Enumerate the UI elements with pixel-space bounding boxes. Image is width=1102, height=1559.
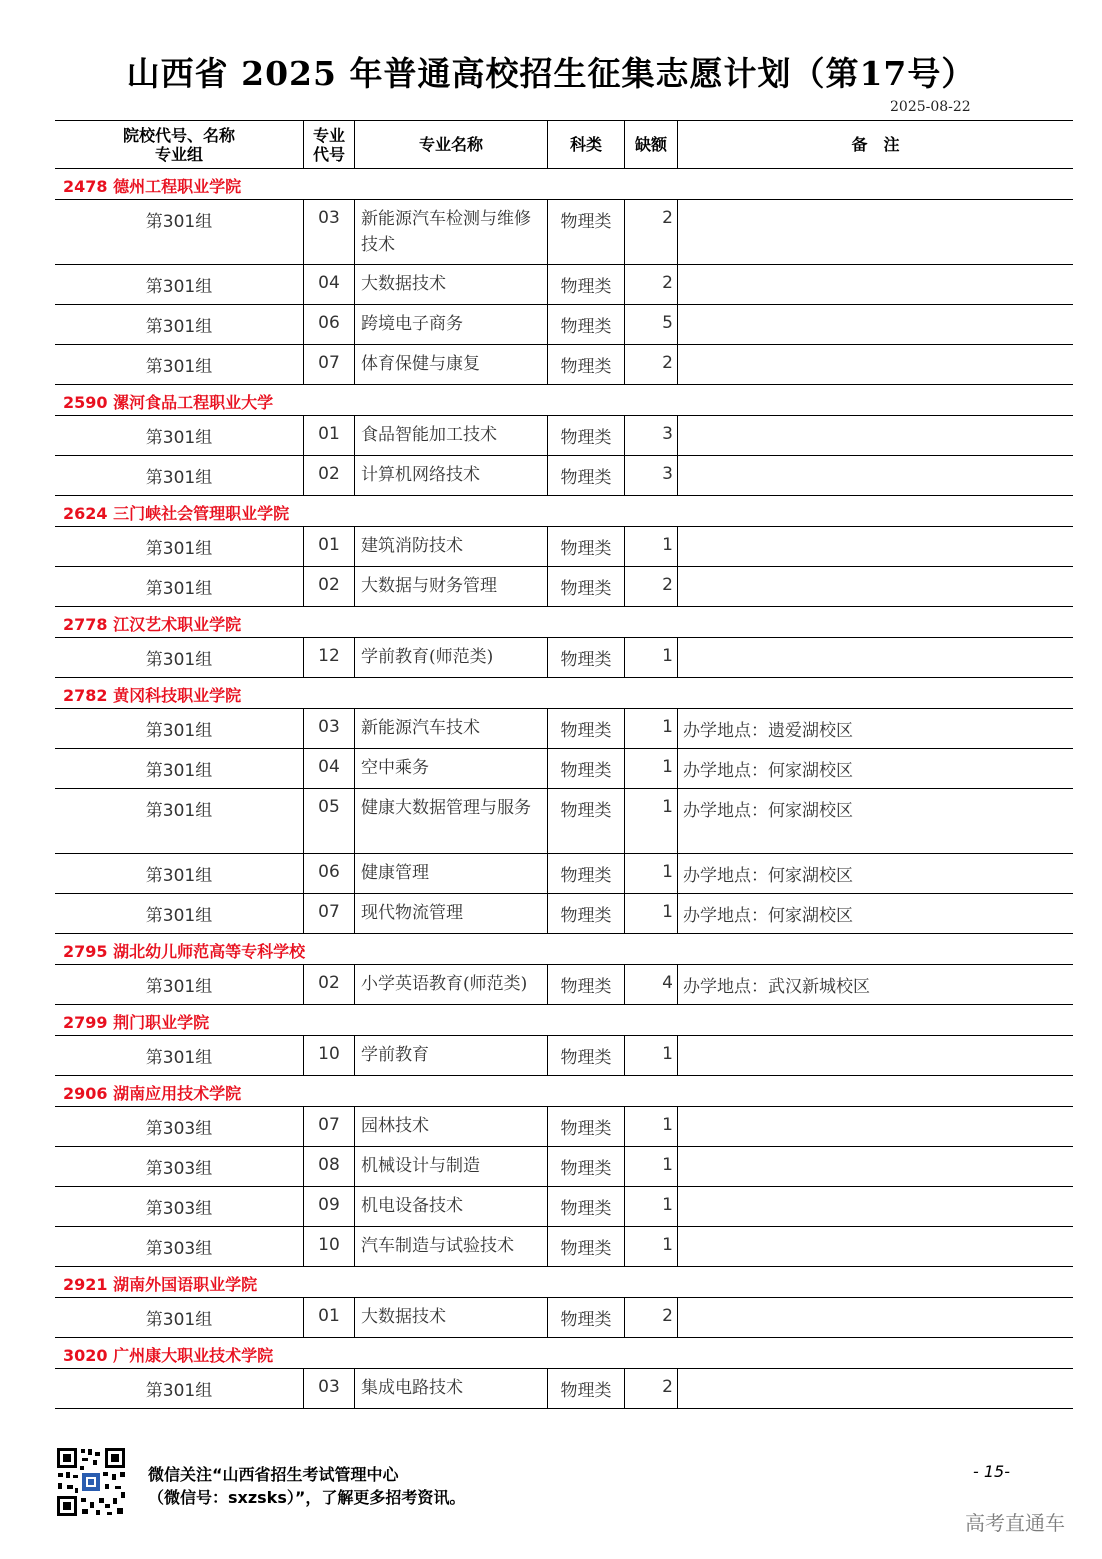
category-cell: 物理类 <box>548 1036 625 1075</box>
category-cell: 物理类 <box>548 567 625 606</box>
note-cell: 办学地点：何家湖校区 <box>683 906 853 926</box>
quota-cell: 1 <box>625 1036 678 1075</box>
table-body <box>55 169 1073 1409</box>
table-row <box>55 965 1073 1005</box>
school-section-header <box>55 607 1073 638</box>
code-cell: 02 <box>304 456 355 495</box>
note-cell <box>678 638 1073 677</box>
quota-cell: 2 <box>625 200 678 264</box>
page-title: 山西省 2025 年普通高校招生征集志愿计划（第17号） <box>126 54 976 93</box>
group-cell: 第301组 <box>55 709 304 748</box>
major-name-cell: 集成电路技术 <box>355 1369 548 1408</box>
category-cell: 物理类 <box>548 854 625 893</box>
category-cell: 物理类 <box>548 1107 625 1146</box>
note-cell <box>678 1298 1073 1337</box>
school-section-header <box>55 1005 1073 1036</box>
school-section-header <box>55 934 1073 965</box>
quota-cell: 2 <box>625 1298 678 1337</box>
group-cell: 第301组 <box>55 200 304 264</box>
table-row <box>55 854 1073 894</box>
major-name-cell: 学前教育 <box>355 1036 548 1075</box>
major-name-cell: 大数据技术 <box>355 265 548 304</box>
major-name-cell: 健康管理 <box>355 854 548 893</box>
group-cell: 第303组 <box>55 1227 304 1266</box>
school-section-header <box>55 385 1073 416</box>
table-row <box>55 527 1073 567</box>
code-cell: 06 <box>304 854 355 893</box>
group-cell: 第301组 <box>55 265 304 304</box>
major-name-cell: 大数据技术 <box>355 1298 548 1337</box>
quota-cell: 2 <box>625 265 678 304</box>
note-cell <box>678 1187 1073 1226</box>
quota-cell: 1 <box>625 638 678 677</box>
code-cell: 01 <box>304 527 355 566</box>
category-cell: 物理类 <box>548 1227 625 1266</box>
note-cell <box>678 200 1073 264</box>
category-cell: 物理类 <box>548 200 625 264</box>
major-name-cell: 汽车制造与试验技术 <box>355 1227 548 1266</box>
quota-cell: 1 <box>625 1147 678 1186</box>
note-cell <box>678 345 1073 384</box>
table-row <box>55 345 1073 385</box>
major-name-cell: 食品智能加工技术 <box>355 416 548 455</box>
header-code <box>304 121 355 168</box>
header-name: 专业名称 <box>355 121 548 168</box>
quota-cell: 1 <box>625 1227 678 1266</box>
table-row <box>55 416 1073 456</box>
table-row <box>55 1227 1073 1267</box>
table-row <box>55 1369 1073 1409</box>
code-cell: 03 <box>304 709 355 748</box>
category-cell: 物理类 <box>548 1187 625 1226</box>
major-name-cell: 计算机网络技术 <box>355 456 548 495</box>
header-group-label: 专业组 <box>154 144 203 164</box>
group-cell: 第301组 <box>55 1369 304 1408</box>
header-note: 备 注 <box>851 135 900 154</box>
code-cell: 02 <box>304 567 355 606</box>
table-row <box>55 1147 1073 1187</box>
major-name-cell: 大数据与财务管理 <box>355 567 548 606</box>
code-cell: 01 <box>304 1298 355 1337</box>
major-name-cell: 新能源汽车检测与维修技术 <box>355 200 548 264</box>
quota-cell: 3 <box>625 456 678 495</box>
quota-cell: 2 <box>625 1369 678 1408</box>
table-row <box>55 709 1073 749</box>
category-cell: 物理类 <box>548 749 625 788</box>
code-cell: 05 <box>304 789 355 853</box>
category-cell: 物理类 <box>548 305 625 344</box>
quota-cell: 1 <box>625 1187 678 1226</box>
quota-cell: 1 <box>625 894 678 933</box>
table-row <box>55 1036 1073 1076</box>
school-name: 2799 荆门职业学院 <box>63 1013 210 1032</box>
quota-cell: 2 <box>625 345 678 384</box>
category-cell: 物理类 <box>548 894 625 933</box>
major-name-cell: 空中乘务 <box>355 749 548 788</box>
code-cell: 09 <box>304 1187 355 1226</box>
note-cell: 办学地点：何家湖校区 <box>683 761 853 781</box>
school-section-header <box>55 1076 1073 1107</box>
header-code-line2: 代号 <box>312 144 345 164</box>
table-row <box>55 1187 1073 1227</box>
table-row <box>55 638 1073 678</box>
code-cell: 03 <box>304 1369 355 1408</box>
table-row <box>55 789 1073 854</box>
school-name: 2906 湖南应用技术学院 <box>63 1084 242 1103</box>
group-cell: 第301组 <box>55 456 304 495</box>
note-cell <box>678 456 1073 495</box>
group-cell: 第301组 <box>55 567 304 606</box>
major-name-cell: 机械设计与制造 <box>355 1147 548 1186</box>
code-cell: 12 <box>304 638 355 677</box>
school-section-header <box>55 678 1073 709</box>
code-cell: 03 <box>304 200 355 264</box>
school-section-header <box>55 169 1073 200</box>
quota-cell: 1 <box>625 527 678 566</box>
table-row <box>55 200 1073 265</box>
code-cell: 07 <box>304 345 355 384</box>
group-cell: 第303组 <box>55 1187 304 1226</box>
school-name: 3020 广州康大职业技术学院 <box>63 1346 274 1365</box>
school-section-header <box>55 1338 1073 1369</box>
code-cell: 07 <box>304 894 355 933</box>
note-cell <box>678 1147 1073 1186</box>
table-row <box>55 567 1073 607</box>
watermark: 高考直通车 <box>965 1511 1065 1535</box>
major-name-cell: 园林技术 <box>355 1107 548 1146</box>
quota-cell: 1 <box>625 709 678 748</box>
code-cell: 04 <box>304 265 355 304</box>
code-cell: 10 <box>304 1227 355 1266</box>
major-name-cell: 学前教育(师范类) <box>355 638 548 677</box>
quota-cell: 1 <box>625 789 678 853</box>
category-cell: 物理类 <box>548 1369 625 1408</box>
school-name: 2624 三门峡社会管理职业学院 <box>63 504 290 523</box>
group-cell: 第301组 <box>55 1298 304 1337</box>
school-name: 2778 江汉艺术职业学院 <box>63 615 242 634</box>
code-cell: 08 <box>304 1147 355 1186</box>
publish-date: 2025-08-22 <box>890 99 971 115</box>
table-row <box>55 265 1073 305</box>
school-name: 2478 德州工程职业学院 <box>63 177 242 196</box>
code-cell: 06 <box>304 305 355 344</box>
header-school <box>55 121 304 168</box>
major-name-cell: 跨境电子商务 <box>355 305 548 344</box>
code-cell: 01 <box>304 416 355 455</box>
category-cell: 物理类 <box>548 1298 625 1337</box>
table-row <box>55 456 1073 496</box>
note-cell: 办学地点：何家湖校区 <box>683 866 853 886</box>
note-cell <box>678 305 1073 344</box>
qr-code-icon <box>55 1446 127 1518</box>
major-name-cell: 健康大数据管理与服务 <box>355 789 548 853</box>
header-code-line1: 专业 <box>312 125 345 145</box>
note-cell <box>678 1036 1073 1075</box>
note-cell: 办学地点：遗爱湖校区 <box>683 721 853 741</box>
code-cell: 10 <box>304 1036 355 1075</box>
category-cell: 物理类 <box>548 527 625 566</box>
note-cell <box>678 1107 1073 1146</box>
school-name: 2782 黄冈科技职业学院 <box>63 686 242 705</box>
group-cell: 第301组 <box>55 749 304 788</box>
group-cell: 第301组 <box>55 345 304 384</box>
note-cell <box>678 265 1073 304</box>
quota-cell: 1 <box>625 854 678 893</box>
group-cell: 第301组 <box>55 527 304 566</box>
header-quota: 缺额 <box>625 121 678 168</box>
code-cell: 04 <box>304 749 355 788</box>
category-cell: 物理类 <box>548 265 625 304</box>
group-cell: 第301组 <box>55 638 304 677</box>
table-header <box>55 120 1073 169</box>
school-section-header <box>55 496 1073 527</box>
note-cell <box>678 567 1073 606</box>
school-name: 2921 湖南外国语职业学院 <box>63 1275 258 1294</box>
group-cell: 第301组 <box>55 789 304 853</box>
major-name-cell: 现代物流管理 <box>355 894 548 933</box>
note-cell <box>678 1369 1073 1408</box>
table-row <box>55 749 1073 789</box>
major-name-cell: 建筑消防技术 <box>355 527 548 566</box>
quota-cell: 3 <box>625 416 678 455</box>
category-cell: 物理类 <box>548 789 625 853</box>
category-cell: 物理类 <box>548 709 625 748</box>
footer-wechat-line1: 微信关注“山西省招生考试管理中心 <box>148 1465 399 1484</box>
code-cell: 07 <box>304 1107 355 1146</box>
table-row <box>55 1107 1073 1147</box>
quota-cell: 2 <box>625 567 678 606</box>
header-category: 科类 <box>548 121 625 168</box>
group-cell: 第301组 <box>55 854 304 893</box>
category-cell: 物理类 <box>548 416 625 455</box>
group-cell: 第301组 <box>55 416 304 455</box>
major-name-cell: 新能源汽车技术 <box>355 709 548 748</box>
group-cell: 第303组 <box>55 1107 304 1146</box>
quota-cell: 4 <box>625 965 678 1004</box>
table-row <box>55 1298 1073 1338</box>
code-cell: 02 <box>304 965 355 1004</box>
note-cell: 办学地点：武汉新城校区 <box>683 977 870 997</box>
quota-cell: 5 <box>625 305 678 344</box>
school-section-header <box>55 1267 1073 1298</box>
major-name-cell: 小学英语教育(师范类) <box>355 965 548 1004</box>
header-school-label: 院校代号、名称 <box>122 125 235 145</box>
page-number: - 15- <box>973 1462 1010 1481</box>
major-name-cell: 机电设备技术 <box>355 1187 548 1226</box>
note-cell <box>678 1227 1073 1266</box>
footer-wechat-line2: （微信号：sxzsks）”，了解更多招考资讯。 <box>148 1488 466 1507</box>
group-cell: 第301组 <box>55 965 304 1004</box>
category-cell: 物理类 <box>548 638 625 677</box>
group-cell: 第301组 <box>55 894 304 933</box>
category-cell: 物理类 <box>548 965 625 1004</box>
major-name-cell: 体育保健与康复 <box>355 345 548 384</box>
category-cell: 物理类 <box>548 345 625 384</box>
group-cell: 第303组 <box>55 1147 304 1186</box>
table-row <box>55 305 1073 345</box>
table-row <box>55 894 1073 934</box>
quota-cell: 1 <box>625 749 678 788</box>
note-cell <box>678 416 1073 455</box>
category-cell: 物理类 <box>548 456 625 495</box>
note-cell <box>678 527 1073 566</box>
group-cell: 第301组 <box>55 305 304 344</box>
note-cell: 办学地点：何家湖校区 <box>683 801 853 821</box>
group-cell: 第301组 <box>55 1036 304 1075</box>
school-name: 2590 漯河食品工程职业大学 <box>63 393 274 412</box>
category-cell: 物理类 <box>548 1147 625 1186</box>
quota-cell: 1 <box>625 1107 678 1146</box>
school-name: 2795 湖北幼儿师范高等专科学校 <box>63 942 306 961</box>
